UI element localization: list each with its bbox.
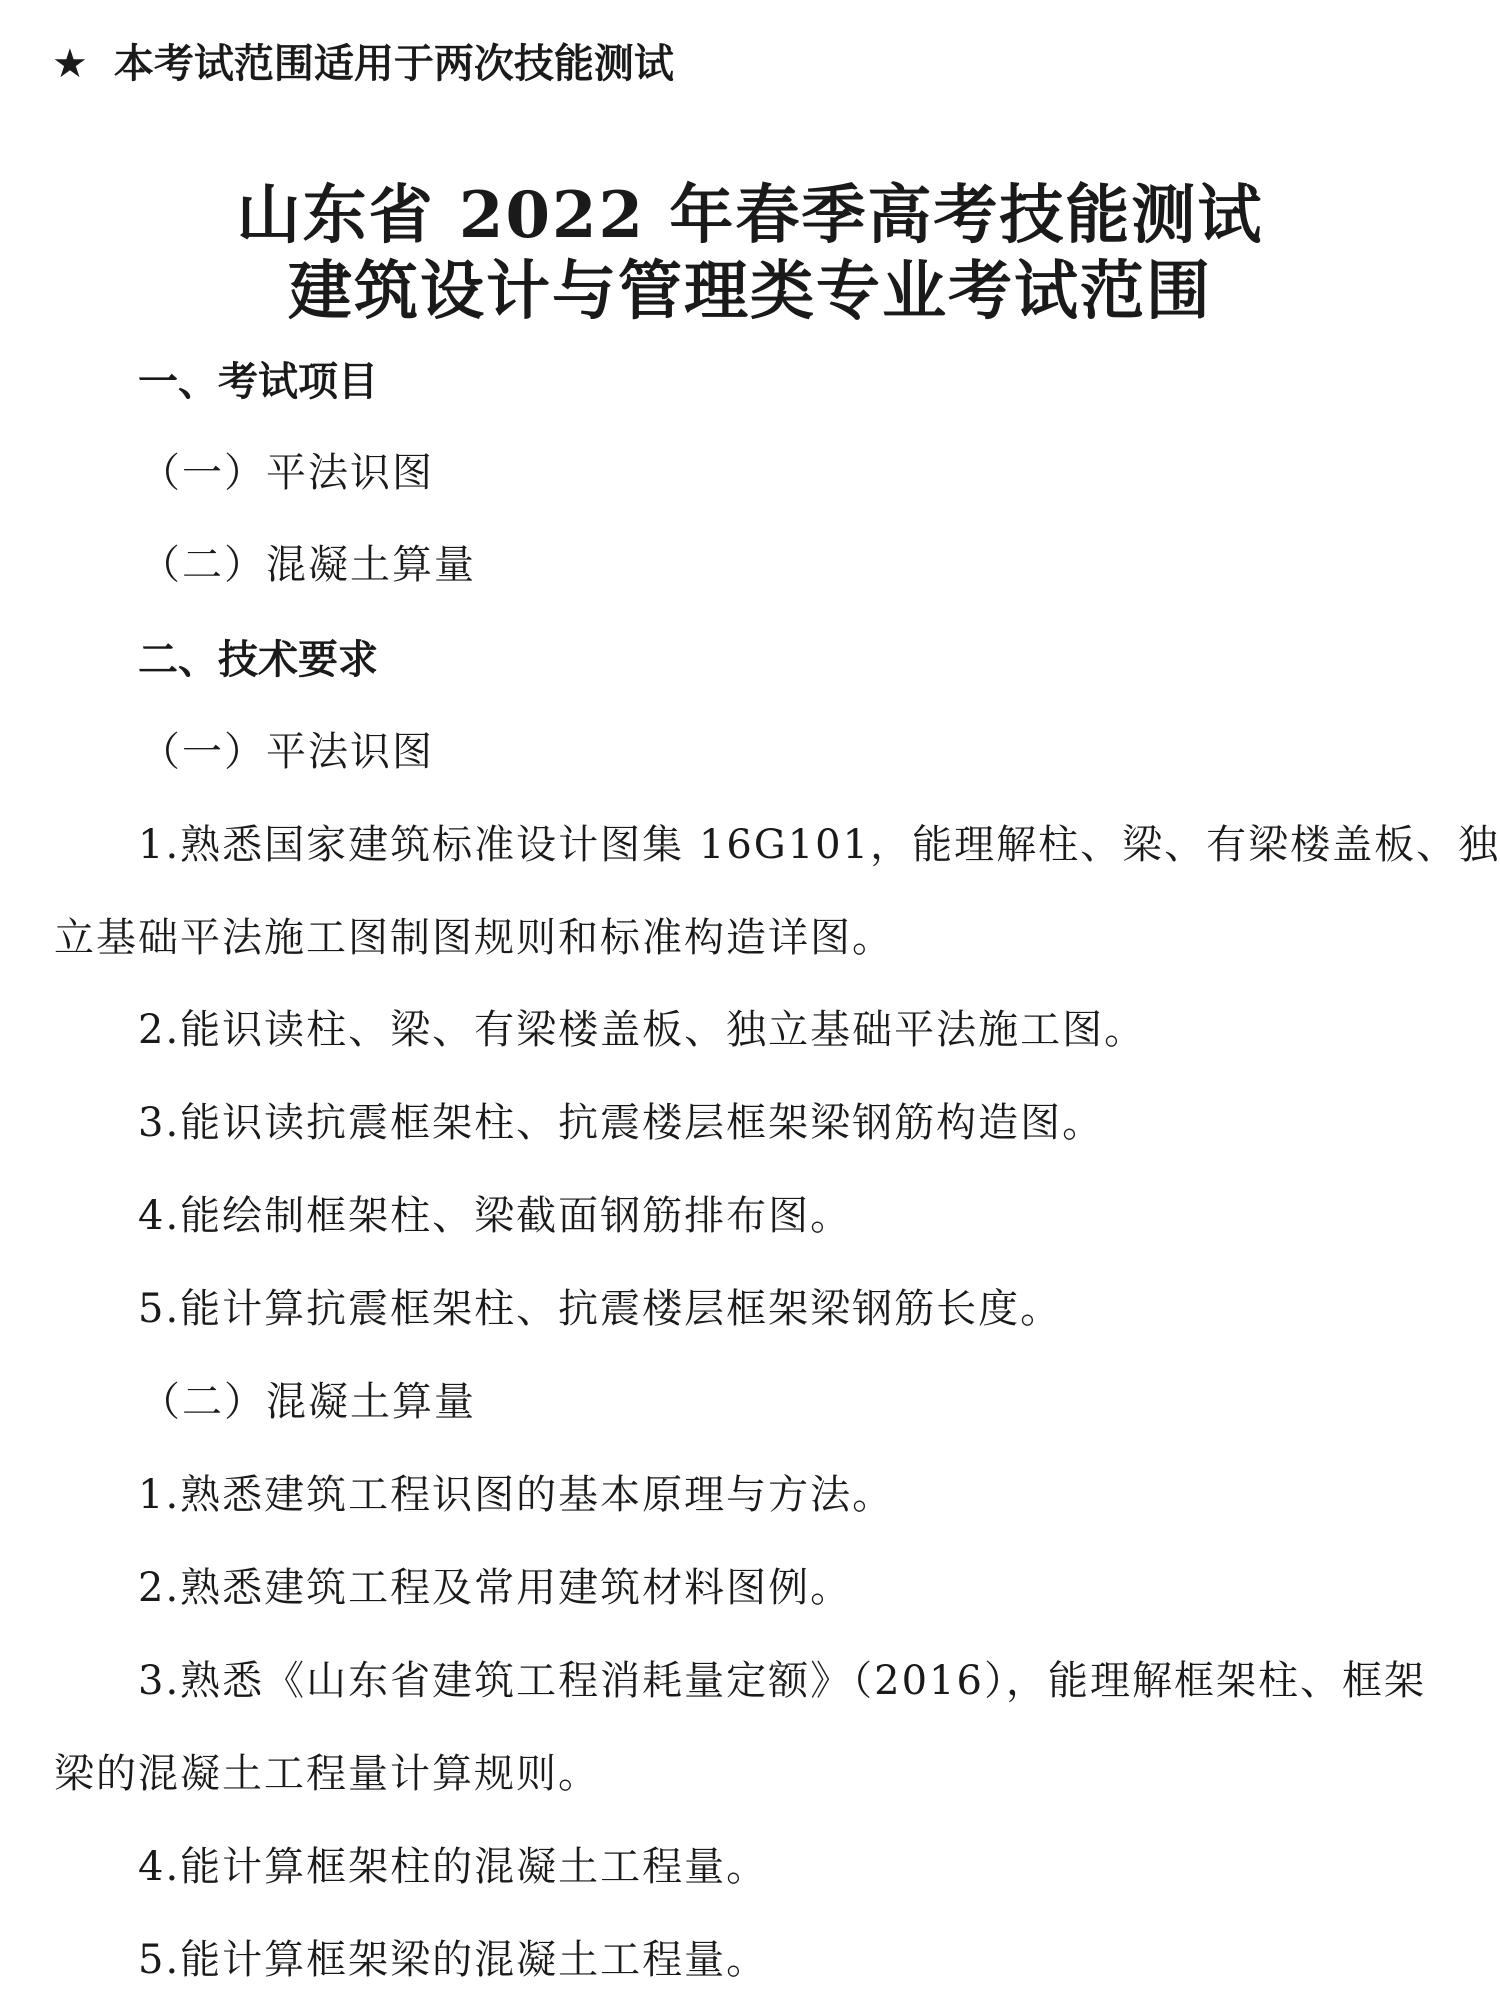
subsection-heading-concrete-quantity: （二）混凝土算量 [140,1379,476,1425]
requirement-item: 5.能计算抗震框架柱、抗震楼层框架梁钢筋长度。 [138,1286,1063,1332]
document-title-line1: 山东省 2022 年春季高考技能测试 [236,178,1264,253]
requirement-item: 2.熟悉建筑工程及常用建筑材料图例。 [138,1565,853,1611]
requirement-item: 4.能计算框架柱的混凝土工程量。 [138,1844,769,1890]
star-icon: ★ [52,41,88,87]
exam-item: （一）平法识图 [140,450,434,496]
exam-scope-notice [52,34,674,94]
section-heading-exam-items: 一、考试项目 [138,359,378,405]
requirement-item: 1.熟悉建筑工程识图的基本原理与方法。 [138,1472,895,1518]
requirement-item-continued: 立基础平法施工图制图规则和标准构造详图。 [54,915,894,961]
requirement-item: 2.能识读柱、梁、有梁楼盖板、独立基础平法施工图。 [138,1007,1147,1053]
document-title-line2: 建筑设计与管理类专业考试范围 [288,254,1212,329]
exam-item: （二）混凝土算量 [140,542,476,588]
requirement-item-continued: 梁的混凝土工程量计算规则。 [54,1751,600,1797]
subsection-heading-plan-reading: （一）平法识图 [140,729,434,775]
requirement-item: 5.能计算框架梁的混凝土工程量。 [138,1937,769,1983]
requirement-item: 3.熟悉《山东省建筑工程消耗量定额》（2016），能理解框架柱、框架 [138,1658,1426,1704]
requirement-item: 1.熟悉国家建筑标准设计图集 16G101，能理解柱、梁、有梁楼盖板、独 [138,822,1500,868]
notice-text: 本考试范围适用于两次技能测试 [113,41,674,87]
requirement-item: 4.能绘制框架柱、梁截面钢筋排布图。 [138,1193,853,1239]
section-heading-tech-requirements: 二、技术要求 [138,637,378,683]
requirement-item: 3.能识读抗震框架柱、抗震楼层框架梁钢筋构造图。 [138,1100,1105,1146]
